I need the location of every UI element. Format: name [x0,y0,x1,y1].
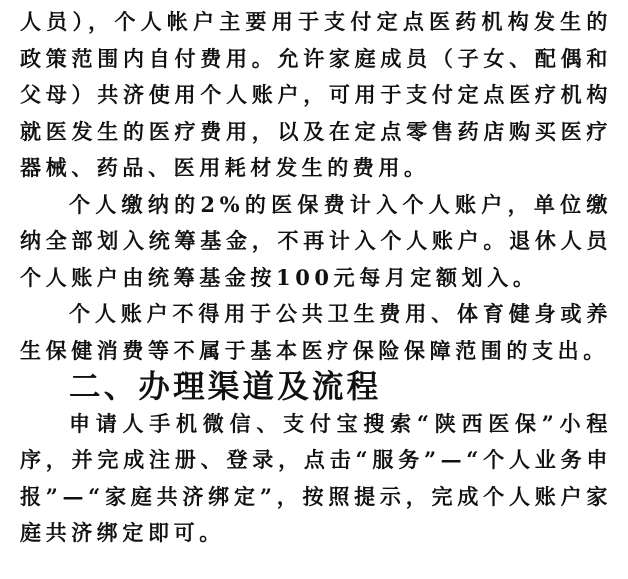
document-body [20,4,612,552]
paragraph-account-usage: 人员），个人帐户主要用于支付定点医药机构发生的政策范围内自付费用。允许家庭成员（子女、配偶和父母）共济使用个人账户，可用于支付定点医疗机构就医发生的医疗费用，以及在定点零售药店购买医疗器械、药品、医用耗材发生的费用。 [20,9,612,180]
paragraph-contribution: 个人缴纳的2%的医保费计入个人账户，单位缴纳全部划入统筹基金，不再计入个人账户。退休人员个人账户由统筹基金按100元每月定额划入。 [20,191,612,290]
paragraph-procedure: 申请人手机微信、支付宝搜索“陕西医保”小程序，并完成注册、登录，点击“服务”—“个人业务申报”—“家庭共济绑定”，按照提示，完成个人账户家庭共济绑定即可。 [20,410,612,545]
paragraph-restrictions: 个人账户不得用于公共卫生费用、体育健身或养生保健消费等不属于基本医疗保险保障范围的支出。 [20,301,612,363]
section-heading: 二、办理渠道及流程 [69,369,382,405]
